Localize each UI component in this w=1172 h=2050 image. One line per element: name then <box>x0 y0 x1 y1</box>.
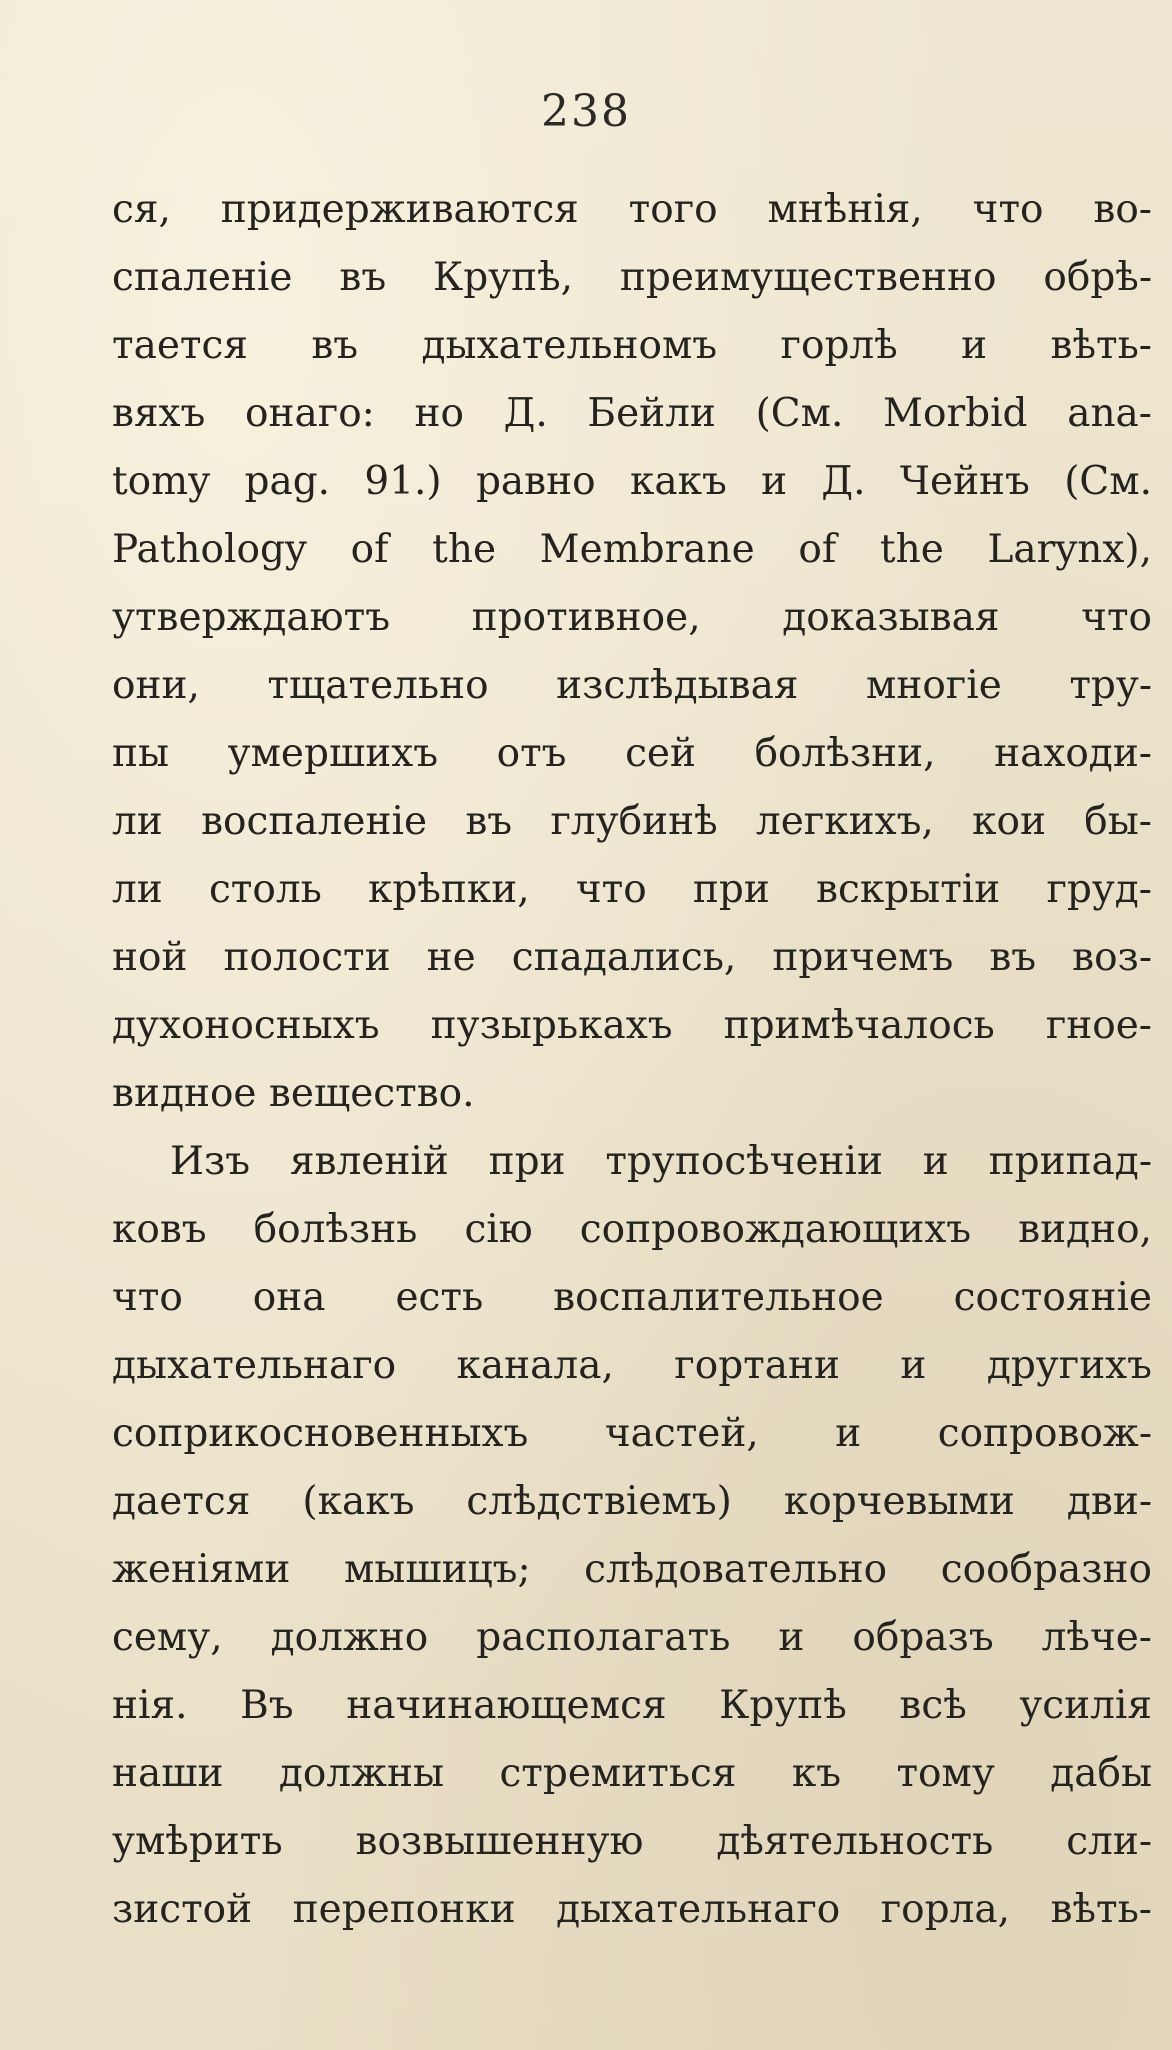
text-line: видное вещество. <box>112 1071 475 1116</box>
text-line: пы умершихъ отъ сей болѣзни, находи- <box>112 731 1152 776</box>
text-line: что она есть воспалительное состояніе <box>112 1275 1152 1320</box>
text-line: ной полости не спадались, причемъ въ воз- <box>112 935 1152 980</box>
text-line: женіями мышицъ; слѣдовательно сообразно <box>112 1547 1152 1592</box>
text-line: спаленіе въ Крупѣ, преимущественно обрѣ- <box>112 255 1152 300</box>
text-line: ковъ болѣзнь сію сопровождающихъ видно, <box>112 1207 1152 1252</box>
text-line: вяхъ онаго: но Д. Бейли (См. Morbid ana- <box>112 391 1152 436</box>
text-line: утверждаютъ противное, доказывая что <box>112 595 1152 640</box>
text-line: Pathology of the Membrane of the Larynx), <box>112 527 1152 572</box>
text-line: они, тщательно изслѣдывая многіе тру- <box>112 663 1152 708</box>
text-line: тается въ дыхательномъ горлѣ и вѣть- <box>112 323 1152 368</box>
text-line: духоносныхъ пузырькахъ примѣчалось гное- <box>112 1003 1152 1048</box>
text-line: умѣрить возвышенную дѣятельность сли- <box>112 1819 1152 1864</box>
text-line: ся, придерживаются того мнѣнія, что во- <box>112 187 1152 232</box>
text-line: нія. Въ начинающемся Крупѣ всѣ усилія <box>112 1683 1152 1728</box>
text-line: дыхательнаго канала, гортани и другихъ <box>112 1343 1152 1388</box>
text-line: ли столь крѣпки, что при вскрытіи груд- <box>112 867 1152 912</box>
text-line: дается (какъ слѣдствіемъ) корчевыми дви- <box>112 1479 1152 1524</box>
text-line: сему, должно располагать и образъ лѣче- <box>112 1615 1152 1660</box>
text-line: зистой перепонки дыхательнаго горла, вѣть- <box>112 1887 1152 1932</box>
body-text <box>112 176 1152 1944</box>
text-line: соприкосновенныхъ частей, и сопровож- <box>112 1411 1152 1456</box>
text-line: Изъ явленій при трупосѣченіи и припад- <box>170 1139 1152 1184</box>
text-line: наши должны стремиться къ тому дабы <box>112 1751 1152 1796</box>
text-line: ли воспаленіе въ глубинѣ легкихъ, кои бы- <box>112 799 1152 844</box>
text-line: tomy pag. 91.) равно какъ и Д. Чейнъ (См. <box>112 459 1152 504</box>
page-number: 238 <box>541 86 631 137</box>
